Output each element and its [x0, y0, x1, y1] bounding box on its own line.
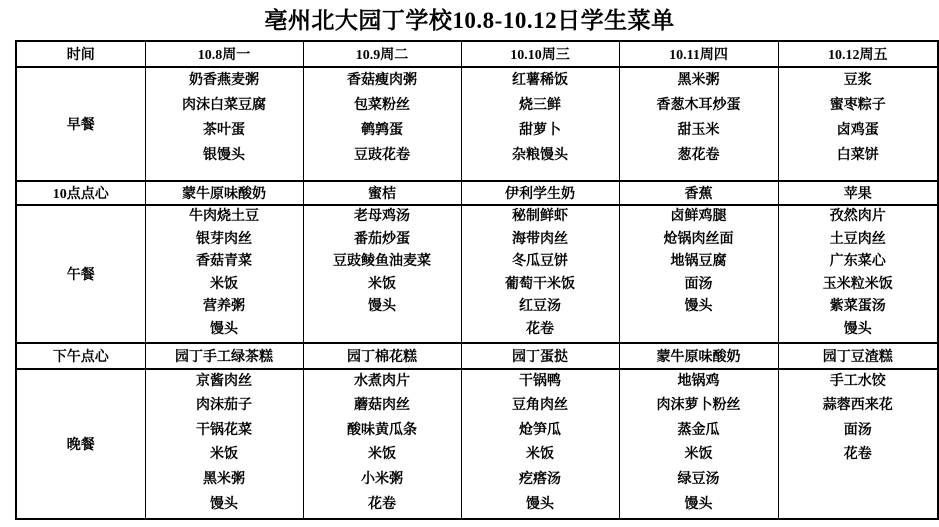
meal-cell	[303, 205, 461, 343]
dish-item: 葡萄干米饭	[505, 276, 575, 292]
column-header-day: 10.8周一	[145, 41, 303, 67]
meal-cell	[145, 67, 303, 181]
column-header-day: 10.9周二	[303, 41, 461, 67]
dish-item: 番茄炒蛋	[354, 231, 410, 247]
dish-item: 干锅鸭	[519, 373, 561, 389]
dish-item: 地锅鸡	[677, 373, 720, 389]
dish-list	[462, 68, 619, 168]
dish-item: 面汤	[843, 422, 872, 438]
header-row	[16, 41, 938, 67]
dish-item: 花卷	[843, 447, 872, 463]
snack-cell: 园丁手工绿茶糕	[145, 343, 303, 369]
dish-item: 豆角肉丝	[512, 398, 568, 414]
dish-item: 卤鲜鸡腿	[670, 209, 727, 224]
dish-item: 香菇青菜	[196, 254, 252, 270]
meal-cell	[778, 67, 938, 181]
dish-item: 豆浆	[843, 73, 872, 88]
dish-list	[620, 68, 778, 168]
dish-item: 肉沫白菜豆腐	[182, 98, 266, 113]
dish-item: 包菜粉丝	[354, 98, 410, 113]
dish-item: 炝锅肉丝面	[663, 231, 734, 247]
dish-list	[146, 370, 303, 518]
meal-cell	[303, 67, 461, 181]
dish-item: 香葱木耳炒蛋	[656, 98, 741, 113]
dish-list	[304, 68, 461, 168]
dish-item: 香菇瘦肉粥	[347, 73, 417, 88]
dish-item: 蜜枣粽子	[829, 98, 886, 113]
dish-item: 蒜蓉西来花	[822, 398, 893, 414]
meal-cell	[619, 205, 778, 343]
dish-item: 米饭	[210, 447, 238, 463]
dish-item: 花卷	[526, 321, 554, 337]
dish-item: 肉沫萝卜粉丝	[656, 398, 741, 414]
dish-item: 冬瓜豆饼	[512, 254, 568, 270]
menu-row-afternoon-snack	[16, 343, 938, 369]
row-label-morning-snack: 10点点心	[16, 181, 145, 205]
dish-list	[304, 370, 461, 518]
dish-item: 葱花卷	[677, 148, 720, 163]
menu-row-breakfast	[16, 67, 938, 181]
dish-item: 肉沫茄子	[196, 398, 252, 414]
dish-item: 馒头	[843, 321, 872, 337]
dish-item: 炝笋瓜	[519, 422, 561, 438]
dish-item: 鹌鹑蛋	[361, 123, 403, 138]
snack-cell: 园丁蛋挞	[461, 343, 619, 369]
meal-cell	[461, 67, 619, 181]
dish-item: 馒头	[684, 496, 713, 512]
meal-cell	[619, 369, 778, 519]
snack-cell: 蒙牛原味酸奶	[619, 343, 778, 369]
dish-item: 豆豉鲮鱼油麦菜	[333, 254, 431, 270]
dish-item: 海带肉丝	[512, 231, 568, 247]
dish-item: 小米粥	[361, 471, 403, 487]
dish-item: 京酱肉丝	[196, 373, 252, 389]
dish-list	[620, 206, 778, 319]
dish-list	[779, 206, 938, 342]
dish-item: 馒头	[684, 299, 713, 315]
dish-item: 茶叶蛋	[203, 123, 245, 138]
dish-item: 水煮肉片	[354, 373, 410, 389]
dish-list	[304, 206, 461, 319]
dish-item: 老母鸡汤	[354, 209, 410, 224]
meal-cell	[145, 205, 303, 343]
page-title: 亳州北大园丁学校10.8-10.12日学生菜单	[264, 8, 675, 33]
dish-item: 手工水饺	[829, 373, 886, 389]
snack-cell: 伊利学生奶	[461, 181, 619, 205]
dish-item: 蒸金瓜	[677, 422, 720, 438]
dish-item: 花卷	[368, 496, 396, 512]
dish-item: 甜萝卜	[519, 123, 561, 138]
meal-cell	[303, 369, 461, 519]
dish-item: 土豆肉丝	[829, 231, 886, 247]
dish-item: 绿豆汤	[677, 471, 720, 487]
dish-item: 牛肉烧土豆	[189, 209, 259, 224]
column-header-time: 时间	[16, 41, 145, 67]
dish-item: 杂粮馒头	[512, 148, 568, 163]
snack-cell: 园丁豆渣糕	[778, 343, 938, 369]
dish-list	[462, 370, 619, 518]
dish-item: 甜玉米	[677, 123, 720, 138]
dish-item: 蘑菇肉丝	[354, 398, 410, 414]
snack-cell: 园丁棉花糕	[303, 343, 461, 369]
menu-row-morning-snack	[16, 181, 938, 205]
meal-cell	[778, 205, 938, 343]
dish-item: 白菜饼	[836, 148, 879, 163]
dish-list	[462, 206, 619, 342]
dish-item: 孜然肉片	[829, 209, 886, 224]
dish-item: 广东菜心	[829, 254, 886, 270]
dish-item: 面汤	[684, 276, 713, 292]
dish-item: 营养粥	[203, 299, 245, 315]
meal-cell	[461, 369, 619, 519]
row-label-dinner: 晚餐	[16, 369, 145, 519]
dish-item: 馒头	[210, 321, 238, 337]
dish-item: 干锅花菜	[196, 422, 252, 438]
dish-item: 馒头	[210, 496, 238, 512]
dish-item: 米饭	[368, 276, 396, 292]
meal-cell	[778, 369, 938, 519]
dish-item: 豆豉花卷	[354, 148, 410, 163]
dish-item: 银芽肉丝	[196, 231, 252, 247]
dish-item: 烧三鲜	[519, 98, 561, 113]
snack-cell: 蒙牛原味酸奶	[145, 181, 303, 205]
dish-item: 奶香燕麦粥	[189, 73, 259, 88]
dish-item: 玉米粒米饭	[822, 276, 893, 292]
dish-item: 米饭	[684, 447, 713, 463]
menu-row-lunch	[16, 205, 938, 343]
row-label-afternoon-snack: 下午点心	[16, 343, 145, 369]
dish-item: 酸味黄瓜条	[347, 422, 417, 438]
meal-cell	[145, 369, 303, 519]
snack-cell: 苹果	[778, 181, 938, 205]
snack-cell: 蜜桔	[303, 181, 461, 205]
dish-item: 米饭	[526, 447, 554, 463]
dish-item: 疙瘩汤	[519, 471, 561, 487]
dish-list	[620, 370, 778, 518]
dish-item: 黑米粥	[203, 471, 245, 487]
dish-item: 馒头	[526, 496, 554, 512]
dish-item: 红豆汤	[519, 299, 561, 315]
menu-table-header	[16, 41, 938, 67]
dish-item: 紫菜蛋汤	[829, 299, 886, 315]
dish-item: 秘制鲜虾	[512, 209, 568, 224]
meal-cell	[619, 67, 778, 181]
dish-list	[146, 68, 303, 168]
column-header-day: 10.10周三	[461, 41, 619, 67]
dish-item: 米饭	[368, 447, 396, 463]
dish-item: 银馒头	[203, 148, 245, 163]
meal-cell	[461, 205, 619, 343]
dish-list	[779, 68, 938, 168]
dish-item: 馒头	[368, 299, 396, 315]
dish-item: 黑米粥	[677, 73, 720, 88]
row-label-breakfast: 早餐	[16, 67, 145, 181]
menu-table	[15, 40, 939, 520]
dish-list	[146, 206, 303, 342]
column-header-day: 10.12周五	[778, 41, 938, 67]
dish-item: 米饭	[210, 276, 238, 292]
menu-row-dinner	[16, 369, 938, 519]
snack-cell: 香蕉	[619, 181, 778, 205]
dish-item: 卤鸡蛋	[836, 123, 879, 138]
dish-item: 地锅豆腐	[670, 254, 727, 270]
row-label-lunch: 午餐	[16, 205, 145, 343]
dish-item: 红薯稀饭	[512, 73, 568, 88]
menu-table-body	[16, 67, 938, 519]
dish-list	[779, 370, 938, 468]
column-header-day: 10.11周四	[619, 41, 778, 67]
